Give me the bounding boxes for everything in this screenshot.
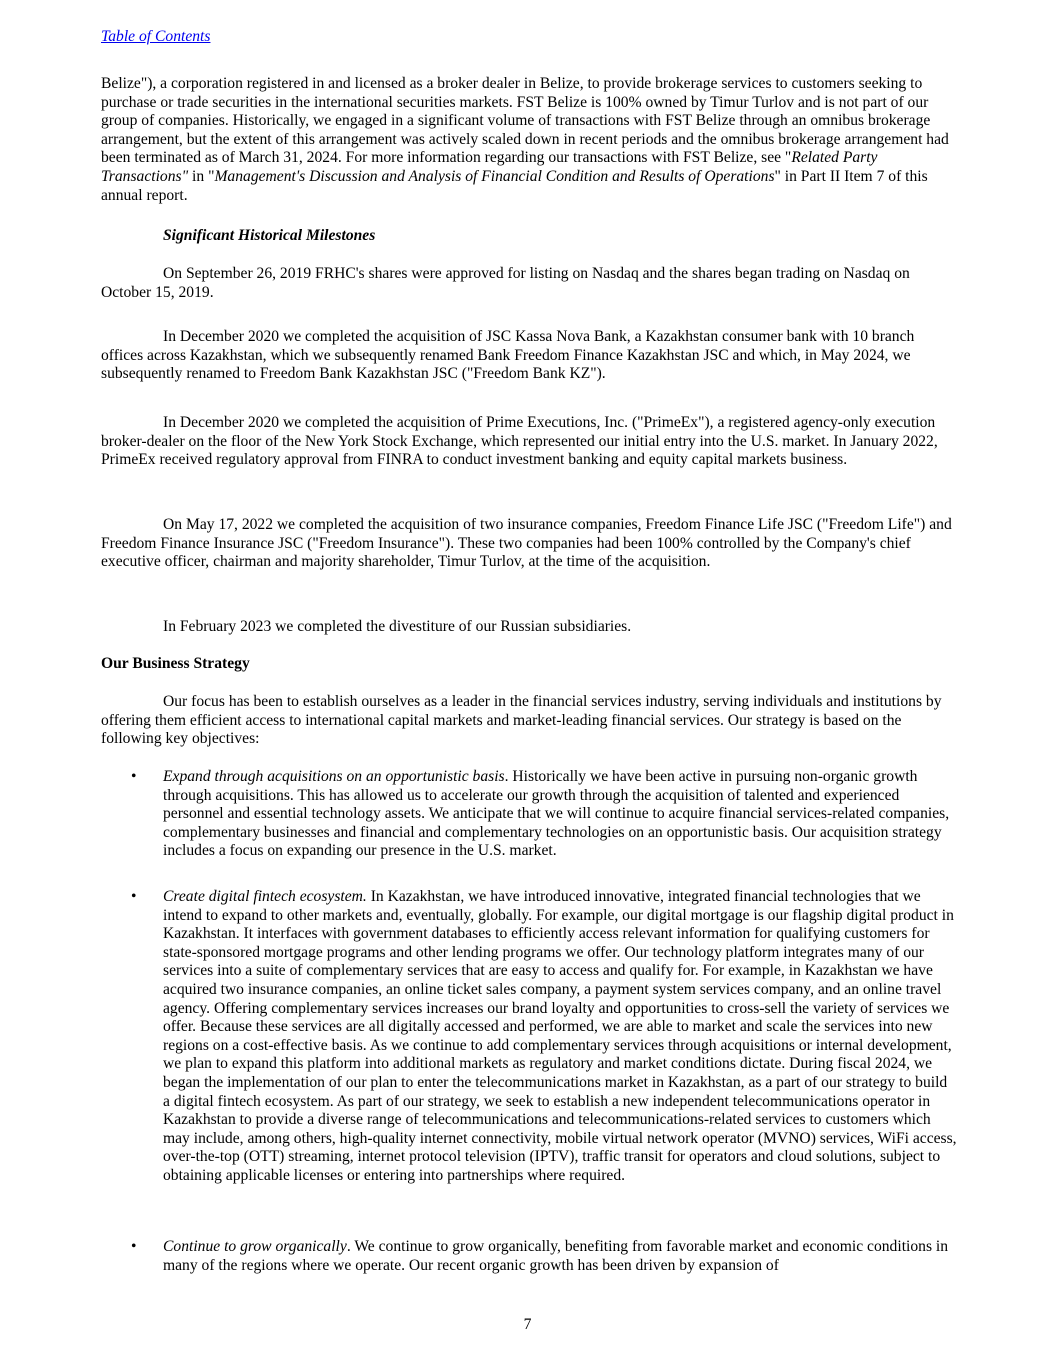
business-strategy-heading: Our Business Strategy [101, 655, 250, 672]
bullet-title: Continue to grow organically [163, 1238, 347, 1255]
bullet-icon: • [131, 768, 137, 785]
intro-ref-mdna: Management's Discussion and Analysis of Financial Condition and Results of Operations [214, 167, 775, 185]
bullet-body [163, 768, 957, 861]
intro-text-a: Belize"), a corporation registered in and licensed as a broker dealer in Belize, to provide brokerage services to customers seeking to purchase or trade securities in the international securities markets. FST Belize is 100% owned by Timur Turlov and is not part of our group of companies. Historically, we engaged in a significant volume of transactions with FST Belize through an omnibus brokerage arrangement, but the extent of this arrangement was actively scaled down in recent periods and the omnibus brokerage arrangement had been terminated as of March 31, 2024. For more information regarding our transactions with FST Belize, see " [101, 75, 949, 167]
bullet-title: Create digital fintech ecosystem. [163, 888, 367, 905]
bullet-title: Expand through acquisitions on an opportunistic basis [163, 768, 505, 785]
bullet-text: In Kazakhstan, we have introduced innovative, integrated financial technologies that we intend to expand to other markets and, eventually, globally. For example, our digital mortgage is our flagship digital product in Kazakhstan. It interfaces with government databases to efficiently access relevant information for qualifying customers for state-sponsored mortgage programs and other lending programs we offer. Our technology platform integrates many of our services into a suite of complementary services that are easy to access and qualify for. For example, in Kazakhstan we have acquired two insurance companies, an online ticket sales company, a payment system services company, and an online travel agency. Offering complementary services increases our brand loyalty and opportunities to cross-sell the variety of services we offer. Because these services are all digitally accessed and performed, we are able to market and scale the services into new regions on a cost-effective basis. As we continue to add complementary services through acquisitions or internal development, we plan to expand this platform into additional markets as regulatory and market conditions dictate. During fiscal 2024, we began the implementation of our plan to enter the telecommunications market in Kazakhstan, as a part of our strategy to build a digital fintech ecosystem. As part of our strategy, we seek to establish a new independent telecommunications operator in Kazakhstan to provide a diverse range of telecommunications and telecommunications-related services to customers which may include, among others, high-quality internet connectivity, mobile virtual network operator (MVNO) services, WiFi access, over-the-top (OTT) streaming, internet protocol television (IPTV), traffic transit for operators and cloud solutions, subject to obtaining applicable licenses or entering into partnerships where required. [163, 888, 957, 1184]
bullet-body [163, 888, 957, 1186]
strategy-bullet-item [101, 1238, 957, 1275]
strategy-bullet-item [101, 768, 957, 861]
milestone-paragraph: On September 26, 2019 FRHC's shares were approved for listing on Nasdaq and the shares began trading on Nasdaq on October 15, 2019. [101, 265, 910, 301]
bullet-icon: • [131, 1238, 137, 1255]
strategy-bullet-item [101, 888, 957, 1186]
milestone-paragraph: In February 2023 we completed the divestiture of our Russian subsidiaries. [163, 618, 632, 635]
intro-text-b: in " [188, 167, 215, 185]
strategy-intro-paragraph: Our focus has been to establish ourselves as a leader in the financial services industry, serving individuals and institutions by offering them efficient access to international capital markets and market-leading financial services. Our strategy is based on the following key objectives: [101, 693, 942, 748]
milestone-paragraph: In December 2020 we completed the acquisition of JSC Kassa Nova Bank, a Kazakhstan consumer bank with 10 branch offices across Kazakhstan, which we subsequently renamed Bank Freedom Finance Kazakhstan JSC and which, in May 2024, we subsequently renamed to Freedom Bank Kazakhstan JSC ("Freedom Bank KZ"). [101, 328, 915, 383]
table-of-contents-link[interactable]: Table of Contents [101, 28, 211, 45]
intro-paragraph [101, 75, 957, 205]
page-number: 7 [523, 1316, 532, 1333]
milestones-heading: Significant Historical Milestones [163, 227, 376, 244]
intro-text-c: " in Part II Item 7 of this annual report. [101, 167, 928, 204]
bullet-body [163, 1238, 957, 1275]
bullet-text: . Historically we have been active in pursuing non-organic growth through acquisitions. This has allowed us to accelerate our growth through the acquisition of talented and experienced personnel and essential technology assets. We anticipate that we will continue to acquire financial services-related companies, complementary businesses and financial and complementary technologies on an opportunistic basis. Our acquisition strategy includes a focus on expanding our presence in the U.S. market. [163, 768, 950, 860]
milestone-paragraph: In December 2020 we completed the acquisition of Prime Executions, Inc. ("PrimeEx"), a registered agency-only execution broker-dealer on the floor of the New York Stock Exchange, which represented our initial entry into the U.S. market. In January 2022, PrimeEx received regulatory approval from FINRA to conduct investment banking and equity capital markets business. [101, 414, 938, 469]
intro-ref-related-party: Related Party Transactions" [101, 149, 878, 185]
milestone-paragraph: On May 17, 2022 we completed the acquisition of two insurance companies, Freedom Finance Life JSC ("Freedom Life") and Freedom Finance Insurance JSC ("Freedom Insurance"). These two companies had been 100% controlled by the Company's chief executive officer, chairman and majority shareholder, Timur Turlov, at the time of the acquisition. [101, 516, 952, 571]
bullet-icon: • [131, 888, 137, 905]
bullet-text: . We continue to grow organically, benefiting from favorable market and economic conditions in many of the regions where we operate. Our recent organic growth has been driven by expansion of [163, 1238, 949, 1274]
